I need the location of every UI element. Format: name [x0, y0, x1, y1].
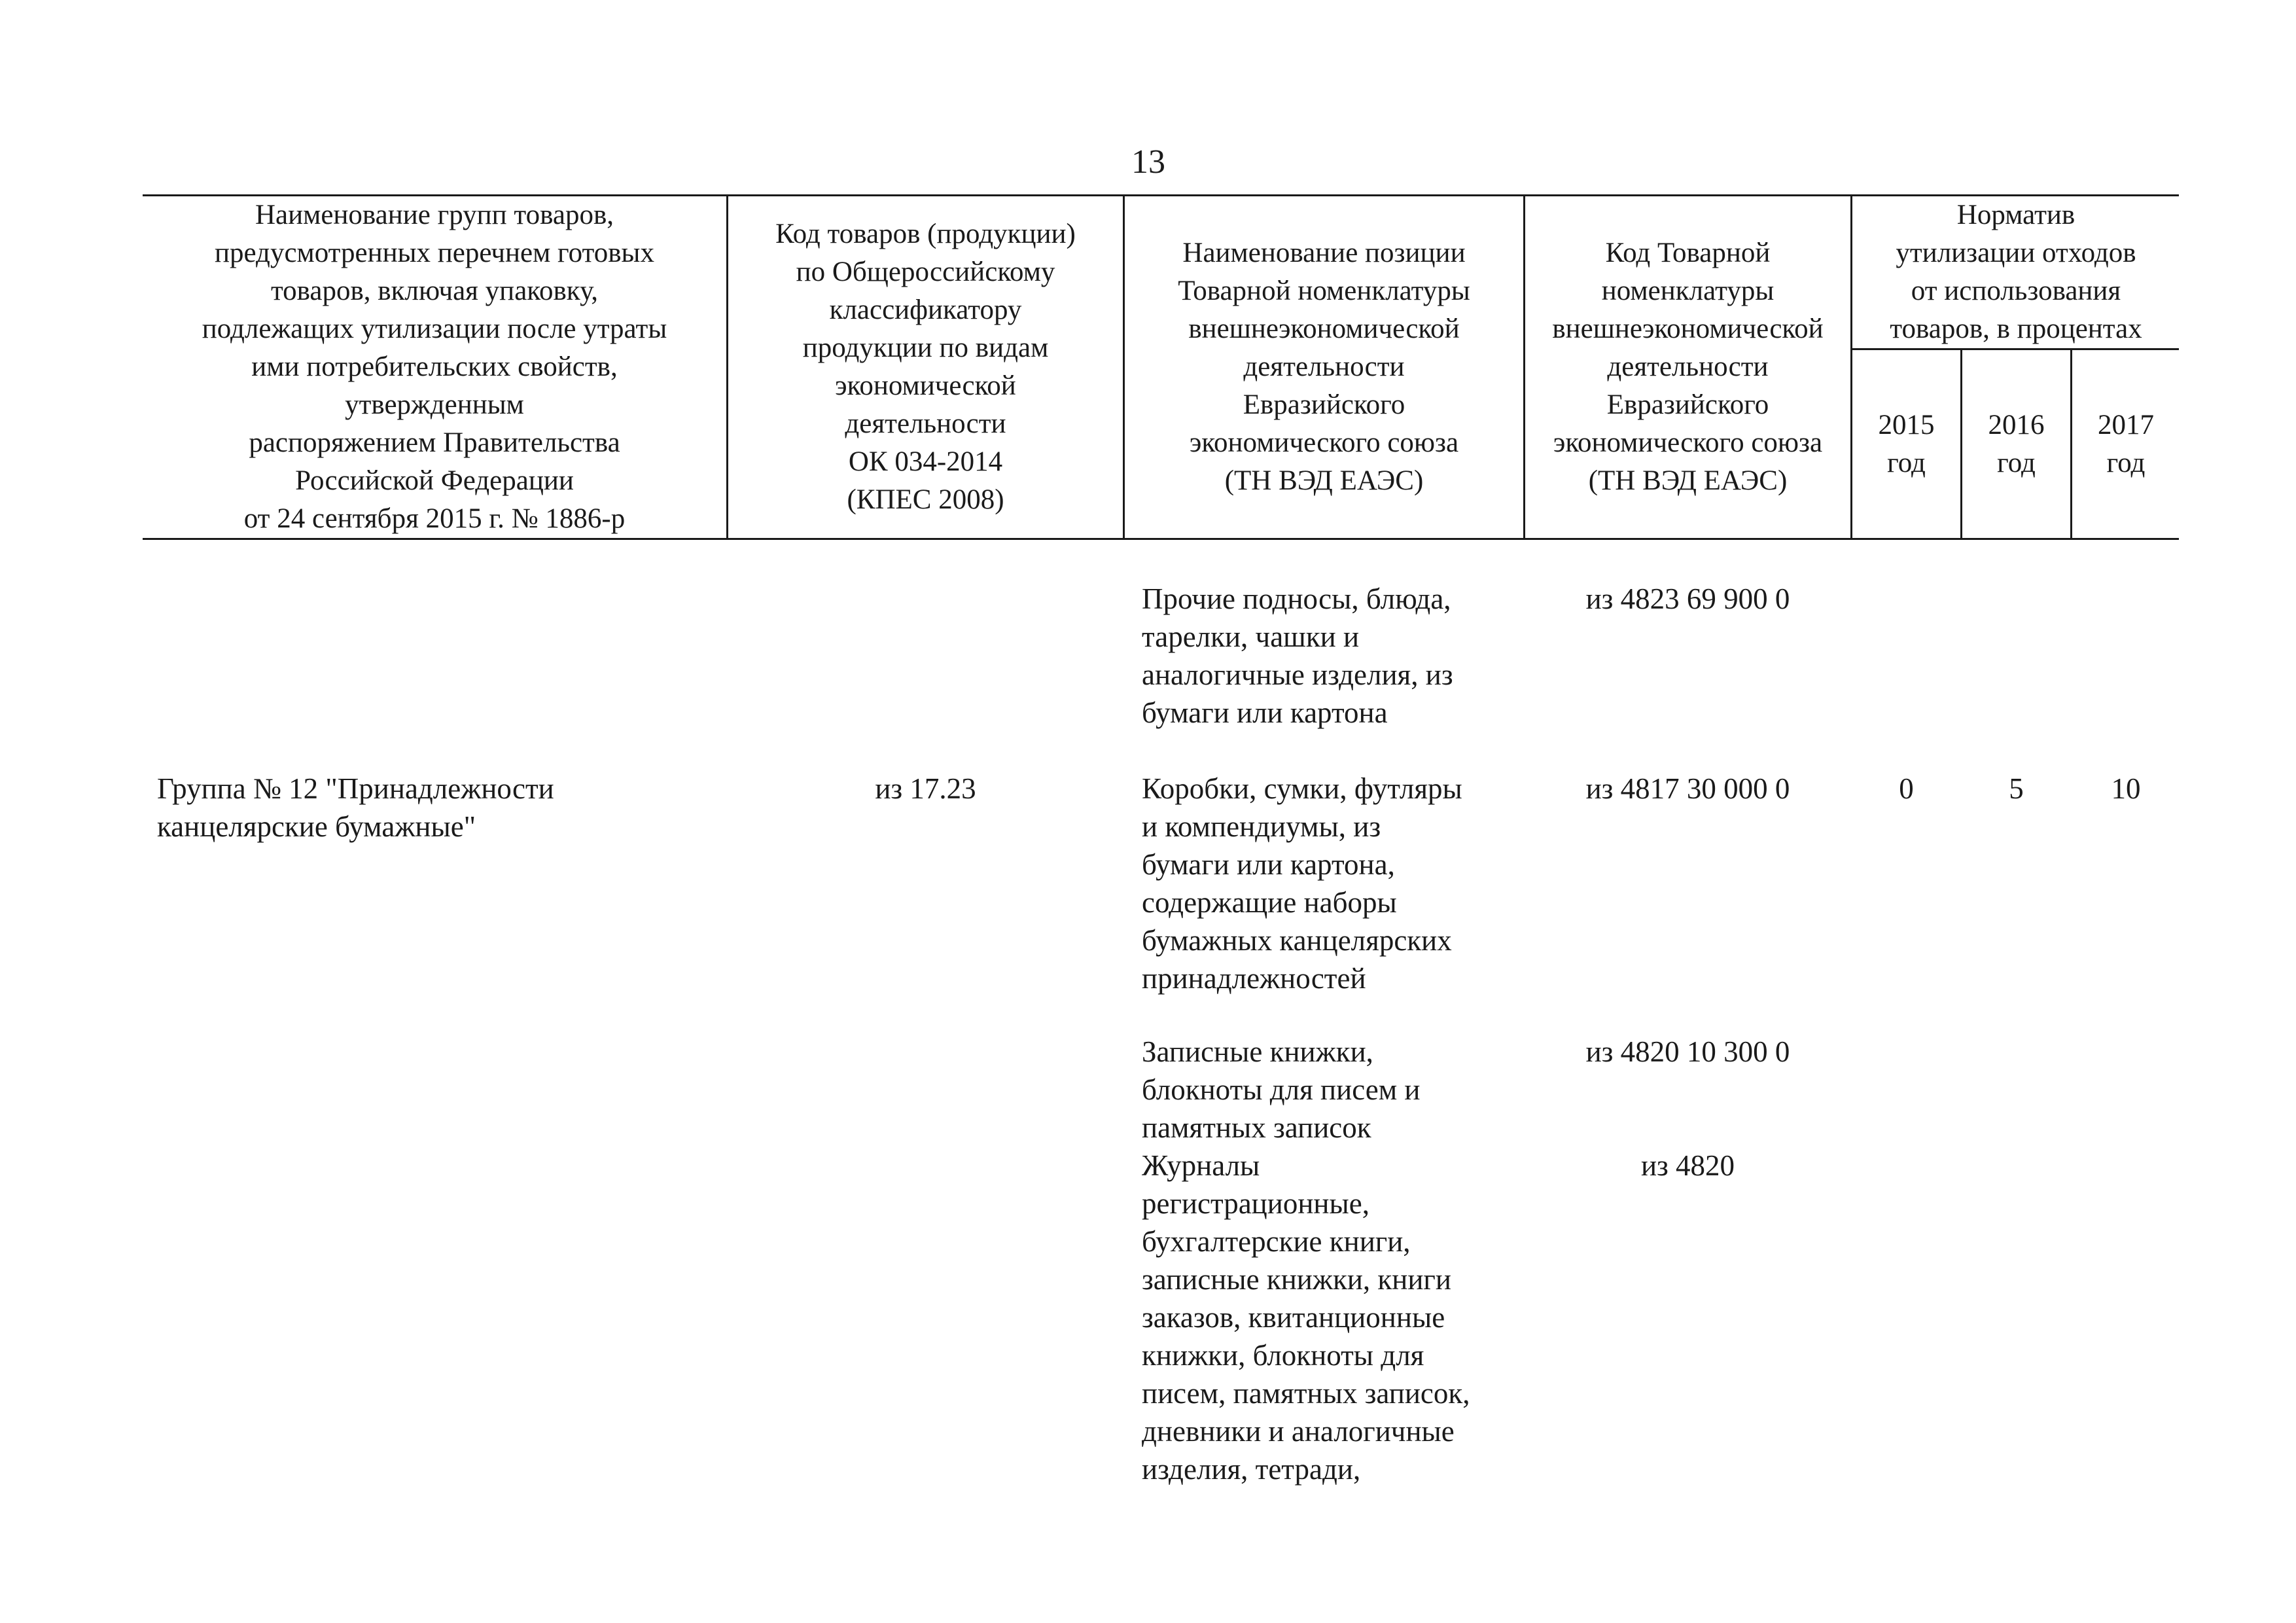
header-text-line: (ТН ВЭД ЕАЭС)	[1224, 465, 1424, 496]
item-name-line: дневники и аналогичные	[1142, 1415, 1455, 1448]
row-group-name	[157, 770, 554, 846]
header-year-unit: год	[1887, 447, 1926, 478]
header-year-lines	[2098, 406, 2154, 482]
header-year-number: 2015	[1878, 409, 1935, 440]
header-okpd-code	[728, 196, 1123, 538]
header-text-line: утвержденным	[345, 389, 524, 420]
item-name-line: тарелки, чашки и	[1142, 620, 1360, 653]
header-text-line: по Общероссийскому	[796, 257, 1055, 287]
item-name-line: содержащие наборы	[1142, 886, 1397, 919]
row-tnved-code: из 4820	[1640, 1149, 1735, 1182]
header-group-name	[144, 196, 725, 538]
header-year-lines	[1879, 406, 1935, 482]
item-name-line: записные книжки, книги	[1142, 1263, 1451, 1296]
header-text-line: Норматив	[1956, 200, 2075, 230]
item-name-line: бумажных канцелярских	[1142, 924, 1452, 957]
item-name-line: Коробки, сумки, футляры	[1142, 772, 1462, 805]
header-text-line: Евразийского	[1606, 389, 1769, 420]
header-text-line: внешнеэкономической	[1188, 313, 1460, 344]
value-2015: 0	[1899, 772, 1914, 805]
header-year-2017	[2072, 350, 2180, 538]
header-text-line: товаров, в процентах	[1890, 313, 2142, 344]
value-2016: 5	[2009, 772, 2024, 805]
row-tnved-code: из 4820 10 300 0	[1585, 1035, 1790, 1068]
header-text-line: (КПЕС 2008)	[847, 484, 1004, 515]
header-tnved-name	[1125, 196, 1523, 538]
item-name-line: бумаги или картона,	[1142, 848, 1395, 881]
group-name-line: Группа № 12 "Принадлежности	[157, 772, 554, 805]
header-text-line: Наименование позиции	[1182, 238, 1466, 268]
item-name-line: памятных записок	[1142, 1111, 1371, 1144]
header-text-line: внешнеэкономической	[1552, 313, 1824, 344]
header-text-line: товаров, включая упаковку,	[270, 276, 599, 306]
header-year-unit: год	[2106, 447, 2146, 478]
item-name-line: Прочие подносы, блюда,	[1142, 582, 1451, 615]
item-name-line: принадлежностей	[1142, 962, 1366, 995]
header-text-line: предусмотренных перечнем готовых	[215, 238, 654, 268]
row-item-name	[1142, 1147, 1470, 1488]
header-okpd-code-lines	[775, 215, 1076, 519]
value-2017: 10	[2111, 772, 2141, 805]
item-name-line: Журналы	[1142, 1149, 1260, 1182]
header-tnved-code	[1525, 196, 1850, 538]
header-text-line: распоряжением Правительства	[249, 427, 620, 458]
header-text-line: продукции по видам	[802, 332, 1049, 363]
item-name-line: писем, памятных записок,	[1142, 1377, 1470, 1410]
group-name-line: канцелярские бумажные"	[157, 810, 476, 843]
item-name-line: бухгалтерские книги,	[1142, 1225, 1411, 1258]
header-group-name-lines	[202, 196, 667, 538]
header-text-line: деятельности	[1607, 351, 1769, 382]
header-text-line: экономической	[835, 370, 1016, 401]
header-text-line: Товарной номенклатуры	[1178, 276, 1470, 306]
header-utilization-norm-lines	[1890, 196, 2142, 348]
row-tnved-code: из 4817 30 000 0	[1585, 772, 1790, 805]
header-text-line: деятельности	[845, 408, 1006, 439]
header-year-2016	[1962, 350, 2070, 538]
header-text-line: Наименование групп товаров,	[255, 200, 614, 230]
page-number: 13	[1131, 143, 1165, 181]
header-text-line: Российской Федерации	[295, 465, 574, 496]
header-text-line: номенклатуры	[1601, 276, 1775, 306]
table-header-bottom-rule	[143, 538, 2179, 540]
header-year-number: 2017	[2098, 409, 2154, 440]
header-text-line: Евразийского	[1243, 389, 1405, 420]
header-text-line: деятельности	[1243, 351, 1405, 382]
item-name-line: блокноты для писем и	[1142, 1073, 1421, 1106]
header-text-line: ими потребительских свойств,	[251, 351, 618, 382]
header-year-lines	[1988, 406, 2045, 482]
header-text-line: экономического союза	[1553, 427, 1823, 458]
row-item-name	[1142, 580, 1453, 732]
header-text-line: подлежащих утилизации после утраты	[202, 313, 667, 344]
header-tnved-code-lines	[1552, 234, 1823, 500]
item-name-line: заказов, квитанционные	[1142, 1301, 1445, 1334]
row-okpd-code: из 17.23	[875, 772, 976, 805]
header-year-unit: год	[1997, 447, 2036, 478]
header-text-line: Код Товарной	[1605, 238, 1771, 268]
item-name-line: и компендиумы, из	[1142, 810, 1381, 843]
item-name-line: аналогичные изделия, из	[1142, 658, 1453, 691]
item-name-line: Записные книжки,	[1142, 1035, 1373, 1068]
header-tnved-name-lines	[1178, 234, 1470, 500]
item-name-line: изделия, тетради,	[1142, 1453, 1361, 1486]
item-name-line: книжки, блокноты для	[1142, 1339, 1424, 1372]
header-text-line: экономического союза	[1189, 427, 1459, 458]
header-utilization-norm	[1852, 196, 2180, 348]
row-tnved-code: из 4823 69 900 0	[1585, 582, 1790, 615]
header-text-line: от использования	[1911, 276, 2121, 306]
item-name-line: бумаги или картона	[1142, 696, 1388, 729]
header-text-line: утилизации отходов	[1896, 238, 2136, 268]
item-name-line: регистрационные,	[1142, 1187, 1369, 1220]
header-text-line: (ТН ВЭД ЕАЭС)	[1588, 465, 1788, 496]
header-text-line: Код товаров (продукции)	[775, 219, 1076, 249]
header-text-line: от 24 сентября 2015 г. № 1886-р	[243, 503, 626, 534]
row-item-name	[1142, 770, 1462, 997]
header-text-line: ОК 034-2014	[848, 446, 1003, 477]
header-text-line: классификатору	[829, 294, 1022, 325]
row-item-name	[1142, 1033, 1421, 1147]
header-year-2015	[1852, 350, 1960, 538]
header-year-number: 2016	[1988, 409, 2045, 440]
